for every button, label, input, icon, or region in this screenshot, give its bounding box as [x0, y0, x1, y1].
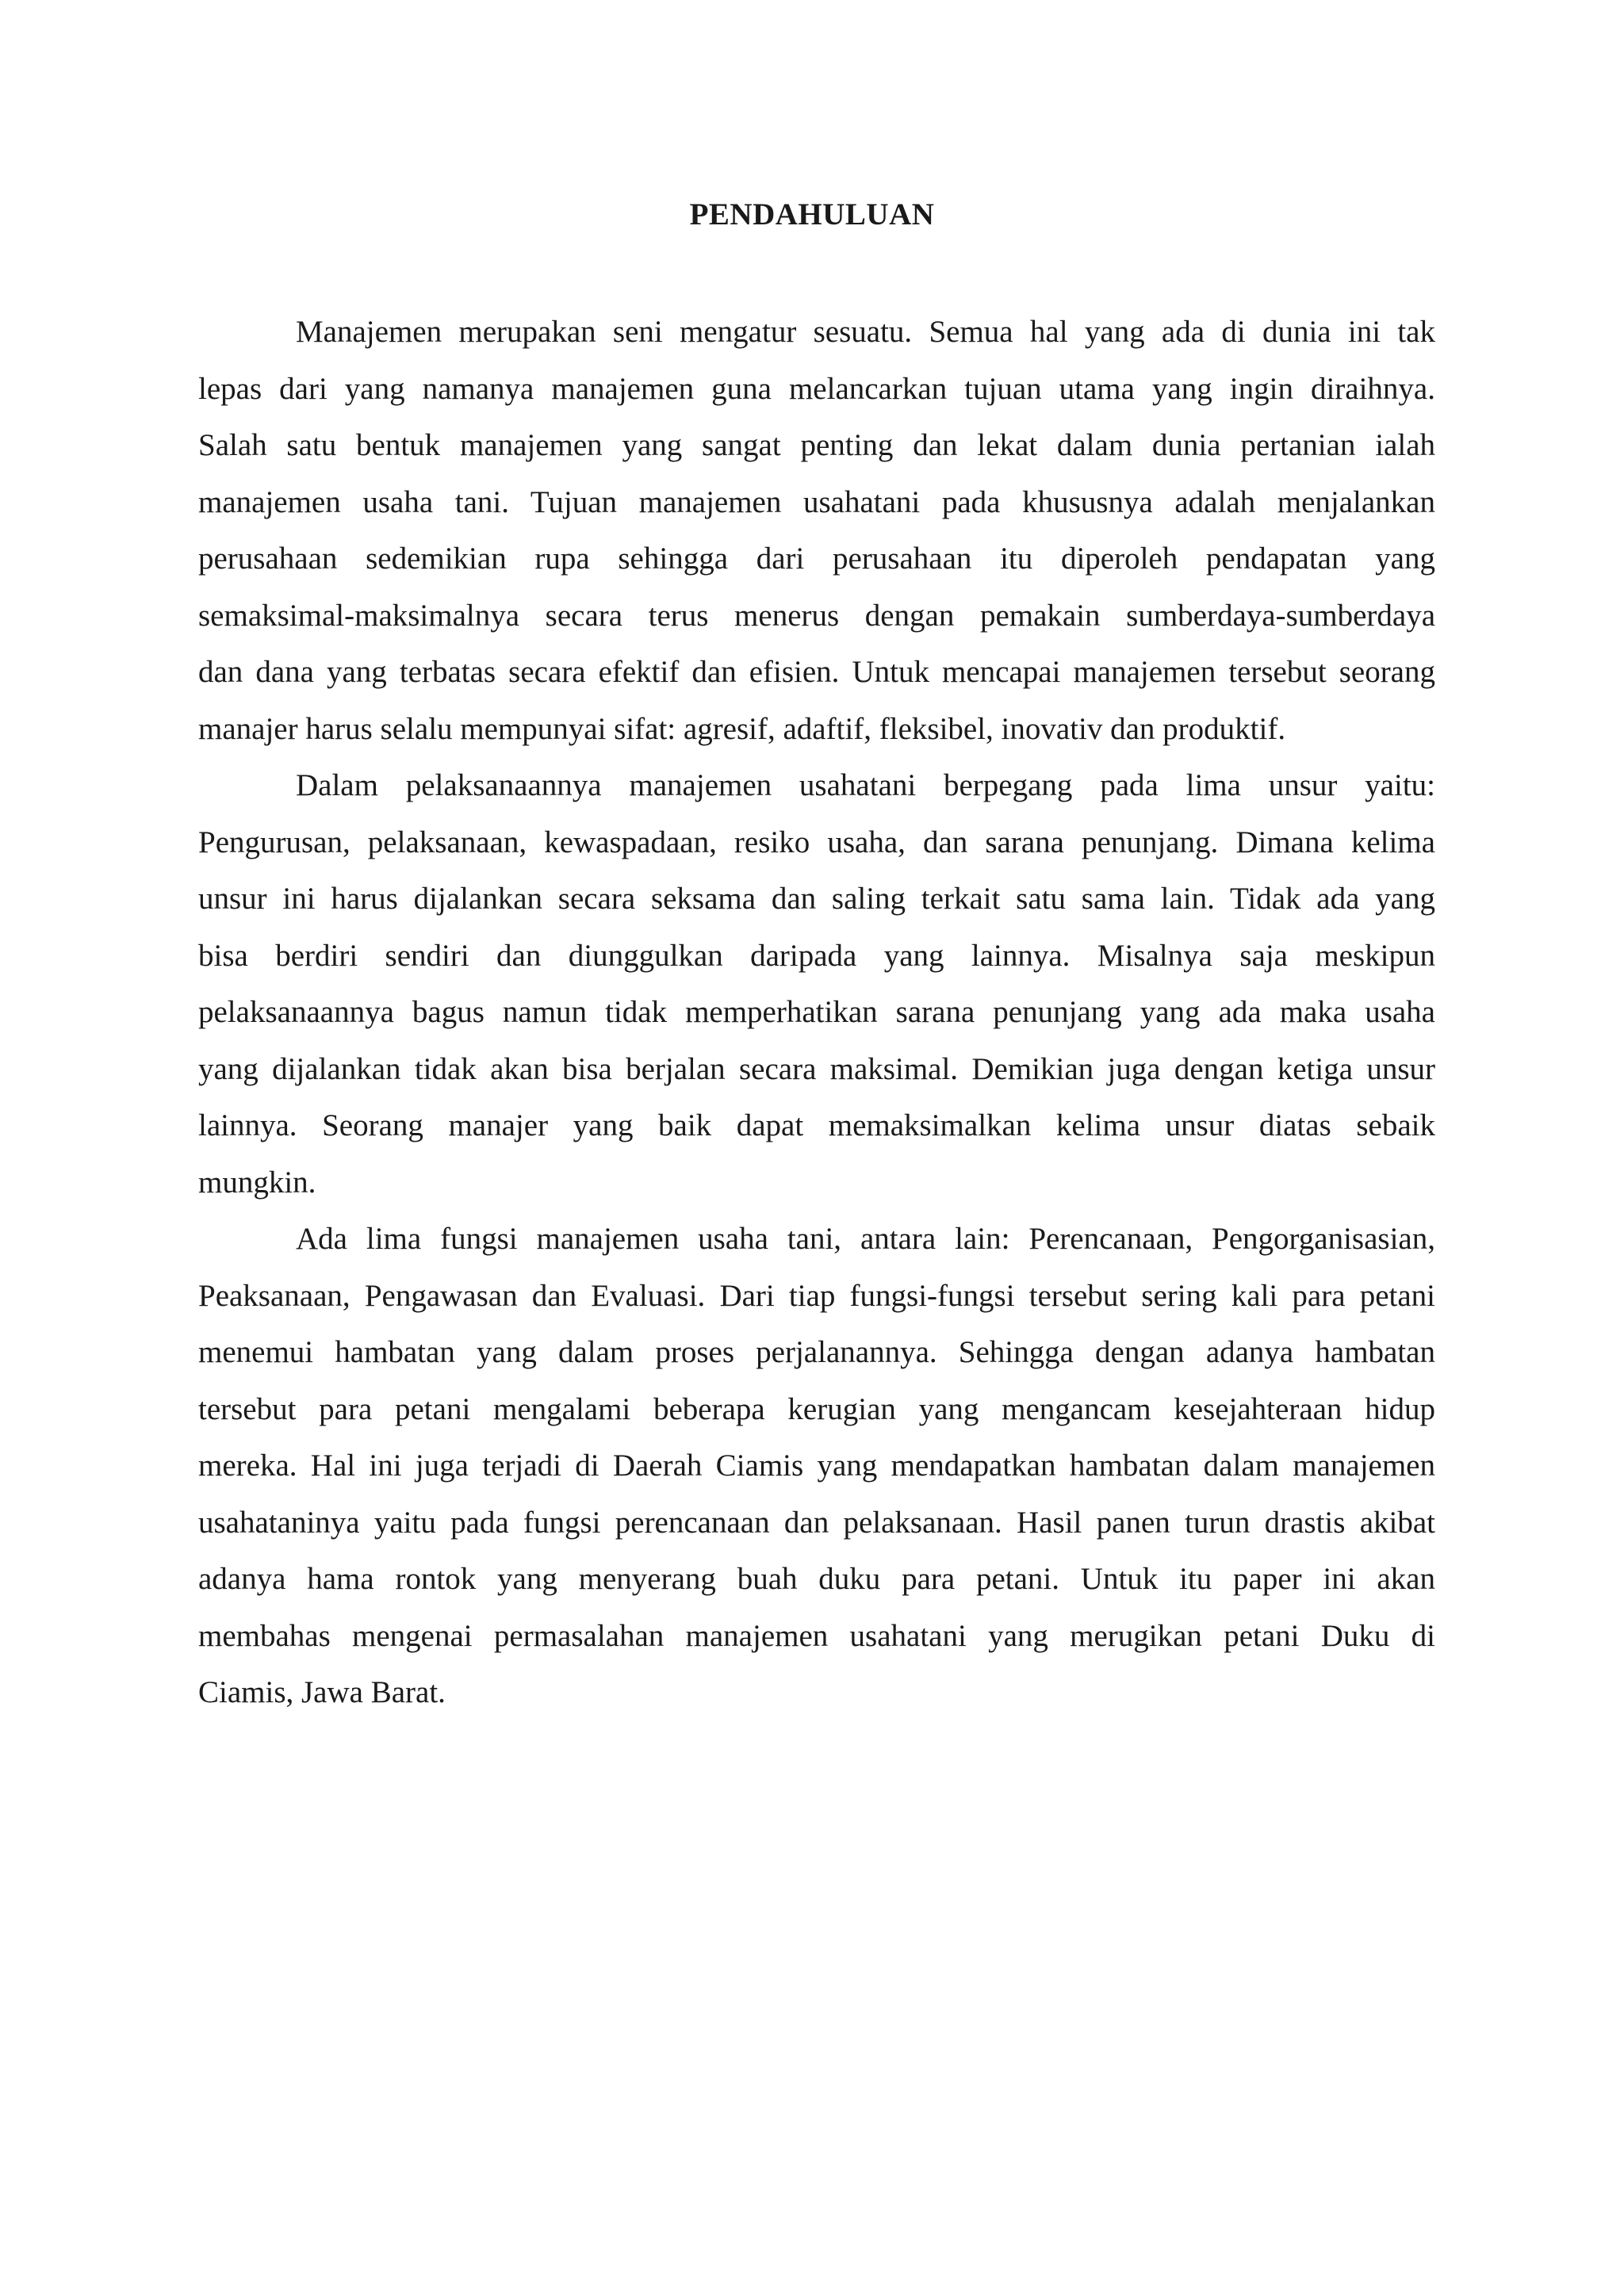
text-line: membahas mengenai permasalahan manajemen usahatani yang merugikan petani Duku di — [198, 1618, 1435, 1653]
text-line: mereka. Hal ini juga terjadi di Daerah Ciamis yang mendapatkan hambatan dalam manajemen — [198, 1448, 1435, 1483]
text-line: perusahaan sedemikian rupa sehingga dari perusahaan itu diperoleh pendapatan yang — [198, 541, 1435, 576]
text-line: adanya hama rontok yang menyerang buah duku para petani. Untuk itu paper ini akan — [198, 1562, 1435, 1596]
text-line: usahataninya yaitu pada fungsi perencanaan dan pelaksanaan. Hasil panen turun drastis akibat — [198, 1505, 1435, 1540]
page-title: PENDAHULUAN — [689, 197, 935, 232]
text-line: dan dana yang terbatas secara efektif dan efisien. Untuk mencapai manajemen tersebut seorang — [198, 655, 1435, 689]
text-line: Ciamis, Jawa Barat. — [198, 1675, 446, 1709]
text-line: Dalam pelaksanaannya manajemen usahatani berpegang pada lima unsur yaitu: — [296, 768, 1435, 802]
text-line: pelaksanaannya bagus namun tidak memperhatikan sarana penunjang yang ada maka usaha — [198, 995, 1435, 1029]
text-line: unsur ini harus dijalankan secara seksama dan saling terkait satu sama lain. Tidak ada yang — [198, 882, 1435, 916]
text-line: manajemen usaha tani. Tujuan manajemen usahatani pada khususnya adalah menjalankan — [198, 484, 1435, 519]
text-line: lepas dari yang namanya manajemen guna melancarkan tujuan utama yang ingin diraihnya. — [198, 371, 1435, 406]
text-line: Salah satu bentuk manajemen yang sangat penting dan lekat dalam dunia pertanian ialah — [198, 428, 1435, 462]
text-line: Peaksanaan, Pengawasan dan Evaluasi. Dari tiap fungsi-fungsi tersebut sering kali para petani — [198, 1278, 1435, 1313]
text-line: tersebut para petani mengalami beberapa kerugian yang mengancam kesejahteraan hidup — [198, 1391, 1435, 1426]
document-body — [198, 304, 1435, 1721]
text-line: yang dijalankan tidak akan bisa berjalan secara maksimal. Demikian juga dengan ketiga unsur — [198, 1051, 1435, 1086]
paragraph-1 — [198, 304, 1435, 757]
paragraph-2 — [198, 757, 1435, 1211]
text-line: Ada lima fungsi manajemen usaha tani, antara lain: Perencanaan, Pengorganisasian, — [296, 1222, 1435, 1256]
text-line: Pengurusan, pelaksanaan, kewaspadaan, resiko usaha, dan sarana penunjang. Dimana kelima — [198, 825, 1435, 859]
paragraph-3 — [198, 1211, 1435, 1721]
text-line: menemui hambatan yang dalam proses perjalanannya. Sehingga dengan adanya hambatan — [198, 1335, 1435, 1369]
text-line: manajer harus selalu mempunyai sifat: agresif, adaftif, fleksibel, inovativ dan produktif. — [198, 711, 1286, 746]
text-line: lainnya. Seorang manajer yang baik dapat memaksimalkan kelima unsur diatas sebaik — [198, 1108, 1435, 1142]
text-line: mungkin. — [198, 1165, 316, 1200]
text-line: semaksimal-maksimalnya secara terus menerus dengan pemakain sumberdaya-sumberdaya — [198, 598, 1435, 633]
text-line: Manajemen merupakan seni mengatur sesuatu. Semua hal yang ada di dunia ini tak — [296, 315, 1435, 349]
text-line: bisa berdiri sendiri dan diunggulkan daripada yang lainnya. Misalnya saja meskipun — [198, 938, 1435, 973]
